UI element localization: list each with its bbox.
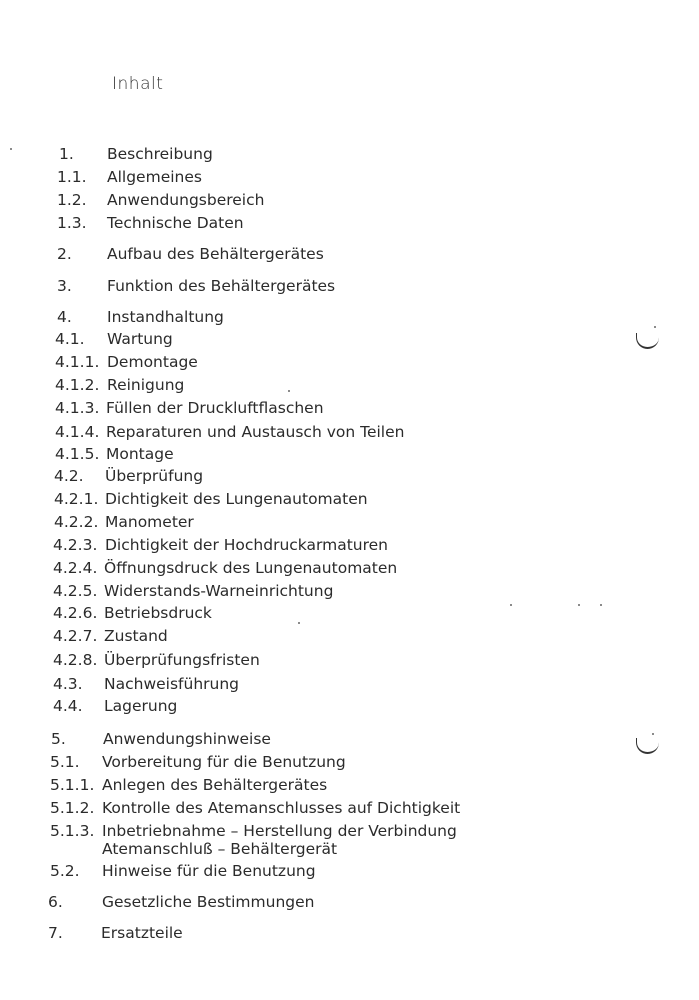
- toc-entry-label: Anwendungsbereich: [107, 191, 265, 209]
- toc-entry-label: Dichtigkeit der Hochdruckarmaturen: [105, 536, 388, 554]
- toc-entry-number: 3.: [57, 277, 72, 295]
- toc-entry-number: 5.1.: [50, 753, 80, 771]
- scan-speck: [298, 622, 300, 624]
- toc-entry-number: 1.1.: [57, 168, 87, 186]
- toc-entry-label: Widerstands-Warneinrichtung: [104, 582, 334, 600]
- toc-entry-label: Instandhaltung: [107, 308, 224, 326]
- toc-entry-label: Aufbau des Behältergerätes: [107, 245, 324, 263]
- toc-entry-number: 6.: [48, 893, 63, 911]
- toc-entry-number: 1.: [59, 145, 74, 163]
- toc-entry-label: Betriebsdruck: [104, 604, 212, 622]
- toc-entry-label: Manometer: [105, 513, 194, 531]
- toc-entry-number: 5.1.1.: [50, 776, 95, 794]
- toc-entry-number: 4.2.1.: [54, 490, 99, 508]
- toc-entry-label: Funktion des Behältergerätes: [107, 277, 336, 295]
- toc-entry-label: Nachweisführung: [104, 675, 239, 693]
- punch-hole-mark: [636, 738, 659, 754]
- toc-entry-label: Füllen der Druckluftflaschen: [106, 399, 324, 417]
- toc-entry-number: 4.2.: [54, 467, 84, 485]
- toc-entry-label: Montage: [106, 445, 174, 463]
- toc-entry-label: Reinigung: [107, 376, 185, 394]
- toc-entry-number: 4.2.6.: [53, 604, 98, 622]
- toc-entry-label: Anlegen des Behältergerätes: [102, 776, 328, 794]
- toc-entry-number: 4.2.2.: [54, 513, 99, 531]
- toc-entry-label: Überprüfungsfristen: [104, 651, 260, 669]
- scan-speck: [600, 604, 602, 606]
- toc-entry-number: 4.: [57, 308, 72, 326]
- toc-entry-label: Demontage: [107, 353, 198, 371]
- toc-entry-label: Reparaturen und Austausch von Teilen: [106, 423, 405, 441]
- scan-speck: [288, 390, 290, 392]
- toc-entry-number: 4.1.3.: [55, 399, 100, 417]
- toc-entry-number: 4.2.8.: [53, 651, 98, 669]
- toc-entry-label: Allgemeines: [107, 168, 202, 186]
- toc-entry-label: Gesetzliche Bestimmungen: [102, 893, 315, 911]
- toc-entry-number: 4.2.5.: [53, 582, 98, 600]
- toc-entry-number: 4.3.: [53, 675, 83, 693]
- toc-entry-label: Zustand: [104, 627, 168, 645]
- toc-entry-number: 4.2.4.: [53, 559, 98, 577]
- toc-entry-number: 1.3.: [57, 214, 87, 232]
- toc-entry-label: Dichtigkeit des Lungenautomaten: [105, 490, 368, 508]
- toc-entry-number: 5.1.2.: [50, 799, 95, 817]
- scan-speck: [578, 604, 580, 606]
- toc-entry-number: 4.4.: [53, 697, 83, 715]
- toc-entry-label: Kontrolle des Atemanschlusses auf Dichtigkeit: [102, 799, 461, 817]
- toc-entry-number: 4.2.7.: [53, 627, 98, 645]
- scan-speck: [10, 148, 12, 150]
- scan-speck: [510, 604, 512, 606]
- toc-entry-number: 5.1.3.: [50, 822, 95, 840]
- toc-entry-label: Öffnungsdruck des Lungenautomaten: [104, 559, 398, 577]
- toc-entry-number: 4.1.1.: [55, 353, 100, 371]
- toc-entry-label: Lagerung: [104, 697, 178, 715]
- toc-entry-label: Anwendungshinweise: [103, 730, 271, 748]
- toc-entry-number: 4.1.: [55, 330, 85, 348]
- punch-hole-mark: [636, 333, 659, 349]
- toc-entry-label: Beschreibung: [107, 145, 213, 163]
- toc-entry-label: Vorbereitung für die Benutzung: [102, 753, 346, 771]
- page-title: Inhalt: [112, 74, 164, 94]
- toc-entry-number: 5.: [51, 730, 66, 748]
- toc-entry-label-continuation: Atemanschluß – Behältergerät: [102, 840, 338, 858]
- toc-entry-number: 2.: [57, 245, 72, 263]
- toc-entry-label: Ersatzteile: [101, 924, 183, 942]
- toc-entry-number: 4.1.5.: [55, 445, 100, 463]
- toc-entry-number: 7.: [48, 924, 63, 942]
- toc-entry-label: Wartung: [107, 330, 173, 348]
- toc-entry-label: Technische Daten: [107, 214, 244, 232]
- toc-entry-number: 4.2.3.: [53, 536, 98, 554]
- toc-entry-number: 5.2.: [50, 862, 80, 880]
- scan-speck: [654, 326, 656, 328]
- toc-entry-label: Überprüfung: [105, 467, 204, 485]
- toc-entry-number: 4.1.2.: [55, 376, 100, 394]
- toc-entry-number: 1.2.: [57, 191, 87, 209]
- toc-entry-number: 4.1.4.: [55, 423, 100, 441]
- scan-speck: [652, 733, 654, 735]
- toc-entry-label: Inbetriebnahme – Herstellung der Verbindung: [102, 822, 457, 840]
- toc-entry-label: Hinweise für die Benutzung: [102, 862, 316, 880]
